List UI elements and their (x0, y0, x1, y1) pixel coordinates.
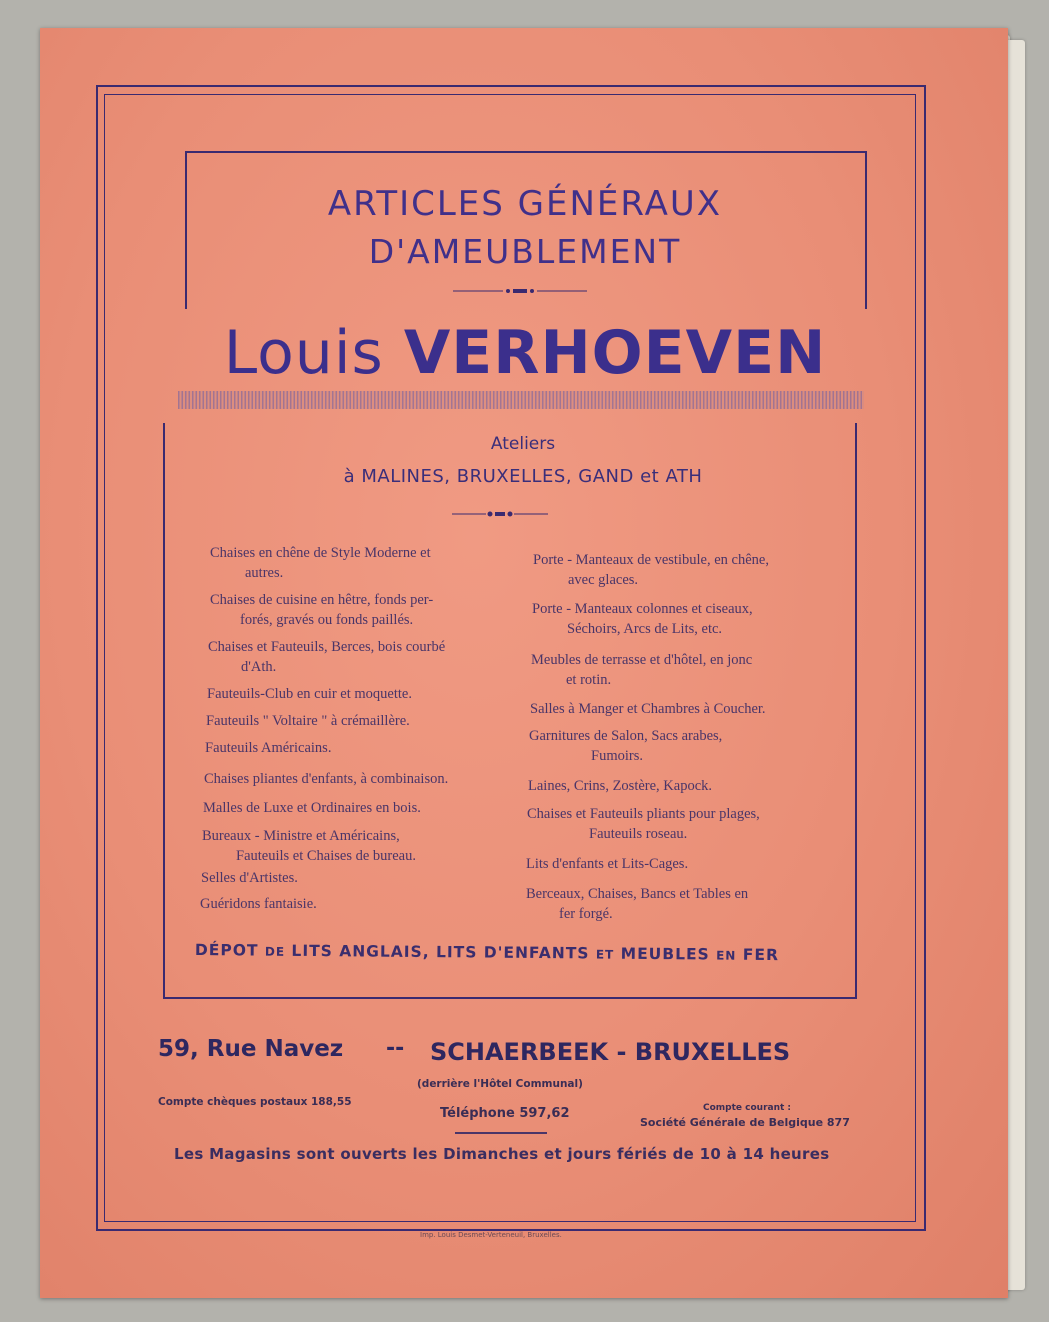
list-item: Selles d'Artistes. (201, 870, 298, 886)
list-item: Chaises et Fauteuils pliants pour plages, Fauteuils roseau. (527, 806, 760, 842)
depot-line: DÉPOT DE LITS ANGLAIS, LITS D'ENFANTS ET MEUBLES EN FER (194, 941, 780, 965)
opening-hours: Les Magasins sont ouverts les Dimanches et jours fériés de 10 à 14 heures (174, 1145, 830, 1163)
list-item: Bureaux - Ministre et Américains, Fauteuils et Chaises de bureau. (202, 828, 416, 864)
list-item: Chaises en chêne de Style Moderne et autres. (210, 545, 431, 581)
list-item: Fauteuils-Club en cuir et moquette. (207, 686, 412, 702)
address-separator: -- (386, 1036, 405, 1061)
address-note: (derrière l'Hôtel Communal) (417, 1078, 583, 1090)
postal-cheques: Compte chèques postaux 188,55 (158, 1096, 352, 1108)
company-name (180, 318, 870, 388)
name-last: VERHOEVEN (403, 318, 827, 388)
list-item: Porte - Manteaux colonnes et ciseaux, Séchoirs, Arcs de Lits, etc. (532, 601, 753, 637)
address-city: SCHAERBEEK - BRUXELLES (430, 1038, 791, 1066)
list-item: Lits d'enfants et Lits-Cages. (526, 856, 689, 872)
list-item: Porte - Manteaux de vestibule, en chêne, avec glaces. (533, 552, 769, 588)
account-bank: Société Générale de Belgique 877 (640, 1116, 850, 1129)
list-item: Fauteuils " Voltaire " à crémaillère. (206, 713, 410, 729)
list-item: Fauteuils Américains. (205, 740, 332, 756)
title-line-2: D'AMEUBLEMENT (368, 232, 682, 271)
divider-rule (455, 1132, 547, 1134)
account-label: Compte courant : (703, 1103, 792, 1113)
list-item: Salles à Manger et Chambres à Coucher. (530, 701, 766, 717)
list-item: Guéridons fantaisie. (200, 896, 317, 912)
list-item: Chaises pliantes d'enfants, à combinaison. (204, 771, 449, 787)
title-line-1: ARTICLES GÉNÉRAUX (327, 184, 723, 224)
ornament-divider-middle (452, 509, 548, 519)
list-item: Laines, Crins, Zostère, Kapock. (528, 778, 713, 794)
address-street: 59, Rue Navez (158, 1036, 344, 1062)
ateliers-label: Ateliers (490, 434, 556, 454)
printer-credit: Imp. Louis Desmet-Verteneuil, Bruxelles. (420, 1231, 562, 1239)
list-item: Chaises de cuisine en hêtre, fonds per- forés, gravés ou fonds paillés. (210, 592, 434, 628)
list-item: Garnitures de Salon, Sacs arabes, Fumoirs. (529, 728, 723, 764)
list-item: Chaises et Fauteuils, Berces, bois courbé d'Ath. (208, 639, 446, 675)
telephone: Téléphone 597,62 (440, 1106, 570, 1121)
poster-page (40, 28, 1008, 1298)
ateliers-cities: à MALINES, BRUXELLES, GAND et ATH (343, 466, 703, 487)
ornament-divider-top (453, 286, 587, 296)
list-item: Meubles de terrasse et d'hôtel, en jonc et rotin. (531, 652, 753, 688)
list-item: Malles de Luxe et Ordinaires en bois. (203, 800, 421, 816)
list-item: Berceaux, Chaises, Bancs et Tables en fer forgé. (526, 886, 749, 922)
hatched-band (178, 391, 864, 409)
name-first: Louis (223, 318, 384, 388)
